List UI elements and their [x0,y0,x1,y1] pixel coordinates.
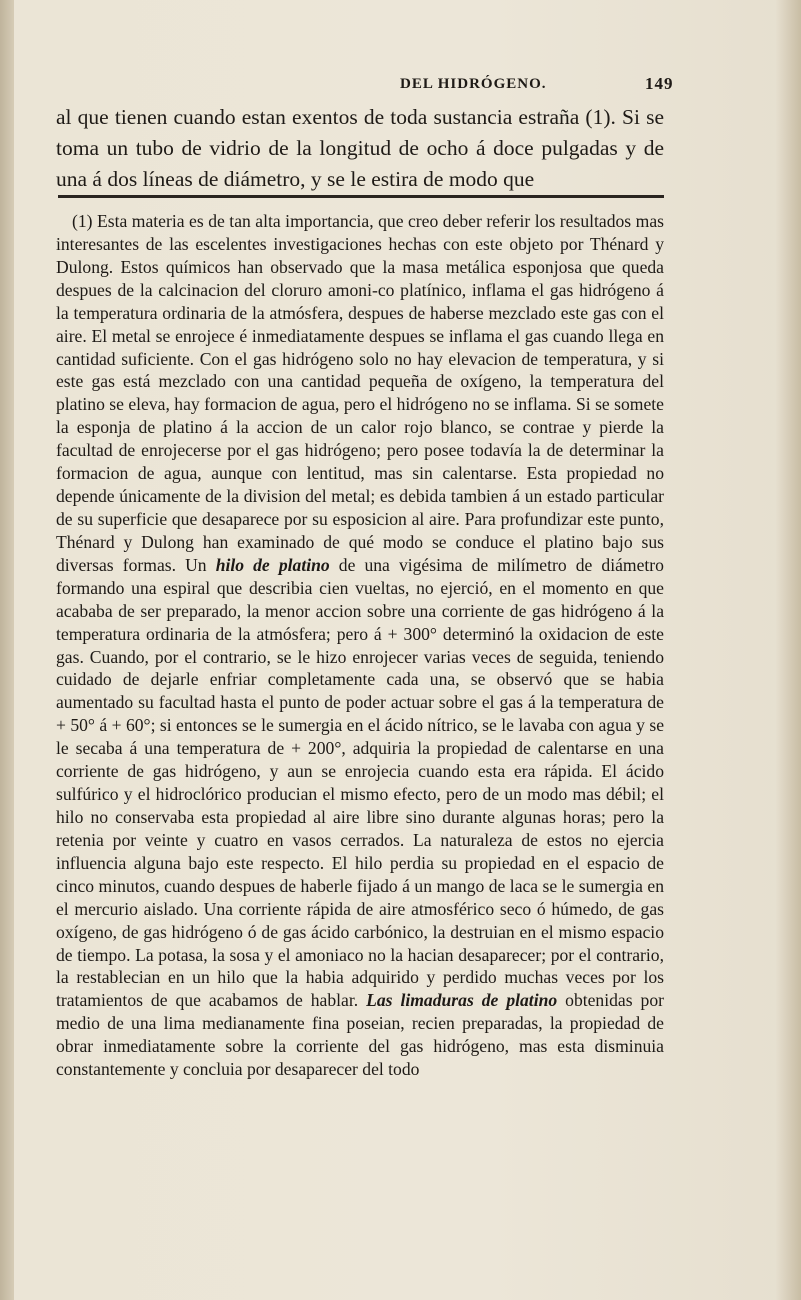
page-header [0,76,801,98]
page-edge-shadow [776,0,801,1300]
page-binding-shadow [0,0,14,1300]
footnote-marker: (1) [72,211,93,231]
footnote-text-part2: de una vigésima de milímetro de diámetro formando una espiral que describia cien vueltas, no ejerció, en el momento en que acababa de ser preparado, la menor accion sobre una corriente de gas hidrógeno á la temperatura ordinaria de la atmósfera; pero á + 300° determinó la oxidacion de este gas. Cuando, por el contrario, se le hizo enrojecer varias veces de seguida, teniendo cuidado de dejarle enfriar completamente cada una, se observó que se habia aumentado su facultad hasta el punto de poder actuar sobre el gas á la temperatura de + 50° á + 60°; si entonces se le sumergia en el ácido nítrico, se le lavaba con agua y se le secaba á una temperatura de + 200°, adquiria la propiedad de calentarse en una corriente de gas hidrógeno, y aun se enrojecia cuando esta era rápida. El ácido sulfúrico y el hidroclórico producian el mismo efecto, pero de un modo mas débil; el hilo no conservaba esta propiedad al aire libre sino durante algunas horas; pero la retenia por veinte y cuatro en vasos cerrados. La naturaleza de estos no ejercia influencia alguna bajo este respecto. El hilo perdia su propiedad en el espacio de cinco minutos, cuando despues de haberle fijado á un mango de laca se le sumergia en el mercurio aislado. Una corriente rápida de aire atmosférico seco ó húmedo, de gas oxígeno, de gas hidrógeno ó de gas ácido carbónico, la destruian en el mismo espacio de tiempo. La potasa, la sosa y el amoniaco no la hacian desaparecer; por el contrario, la restablecian en un hilo que la habia adquirido y perdido muchas veces por los tratamientos de que acabamos de hablar. [56,554,664,1011]
main-text [56,102,664,195]
footnote-italic-limaduras: Las limaduras de platino [366,990,558,1011]
footnote-text-part1: Esta materia es de tan alta importancia, que creo deber referir los resultados mas interesantes de las escelentes investigaciones hechas con este objeto por Thénard y Dulong. Estos químicos han observado que la masa metálica esponjosa que queda despues de la calcinacion del cloruro amoni-co platínico, inflama el gas hidrógeno á la temperatura ordinaria de la atmósfera, despues de haberse mezclado este gas con el aire. El metal se enrojece é inmediatamente despues se inflama el gas cuando llega en cantidad suficiente. Con el gas hidrógeno solo no hay elevacion de temperatura, y si este gas está mezclado con una cantidad pequeña de oxígeno, la temperatura del platino se eleva, hay formacion de agua, pero el hidrógeno no se inflama. Si se somete la esponja de platino á la accion de un calor rojo blanco, se contrae y pierde la facultad de enrojecerse por el gas hidrógeno; pero posee todavía la de determinar la formacion de agua, aunque con lentitud, mas sin calentarse. Esta propiedad no depende únicamente de la division del metal; es debida tambien á un estado particular de su superficie que desaparece por su esposicion al aire. Para profundizar este punto, Thénard y Dulong han examinado de qué modo se conduce el platino bajo sus diversas formas. Un [56,211,664,575]
page-number: 149 [645,74,674,93]
footnote-italic-hilo: hilo de platino [215,554,330,575]
footnote [56,210,664,1081]
running-title: DEL HIDRÓGENO. [400,76,547,92]
footnote-separator-rule [58,195,664,198]
footnote-text-part3: obtenidas por medio de una lima medianamente fina poseian, recien preparadas, la propiedad de obrar inmediatamente sobre la corriente del gas hidrógeno, mas esta disminuia constantemente y concluia por desaparecer del todo [56,990,664,1080]
footnote-paragraph [56,210,664,1081]
main-paragraph: al que tienen cuando estan exentos de toda sustancia estraña (1). Si se toma un tubo de vidrio de la longitud de ocho á doce pulgadas y de una á dos líneas de diámetro, y se le estira de modo que [56,105,664,191]
